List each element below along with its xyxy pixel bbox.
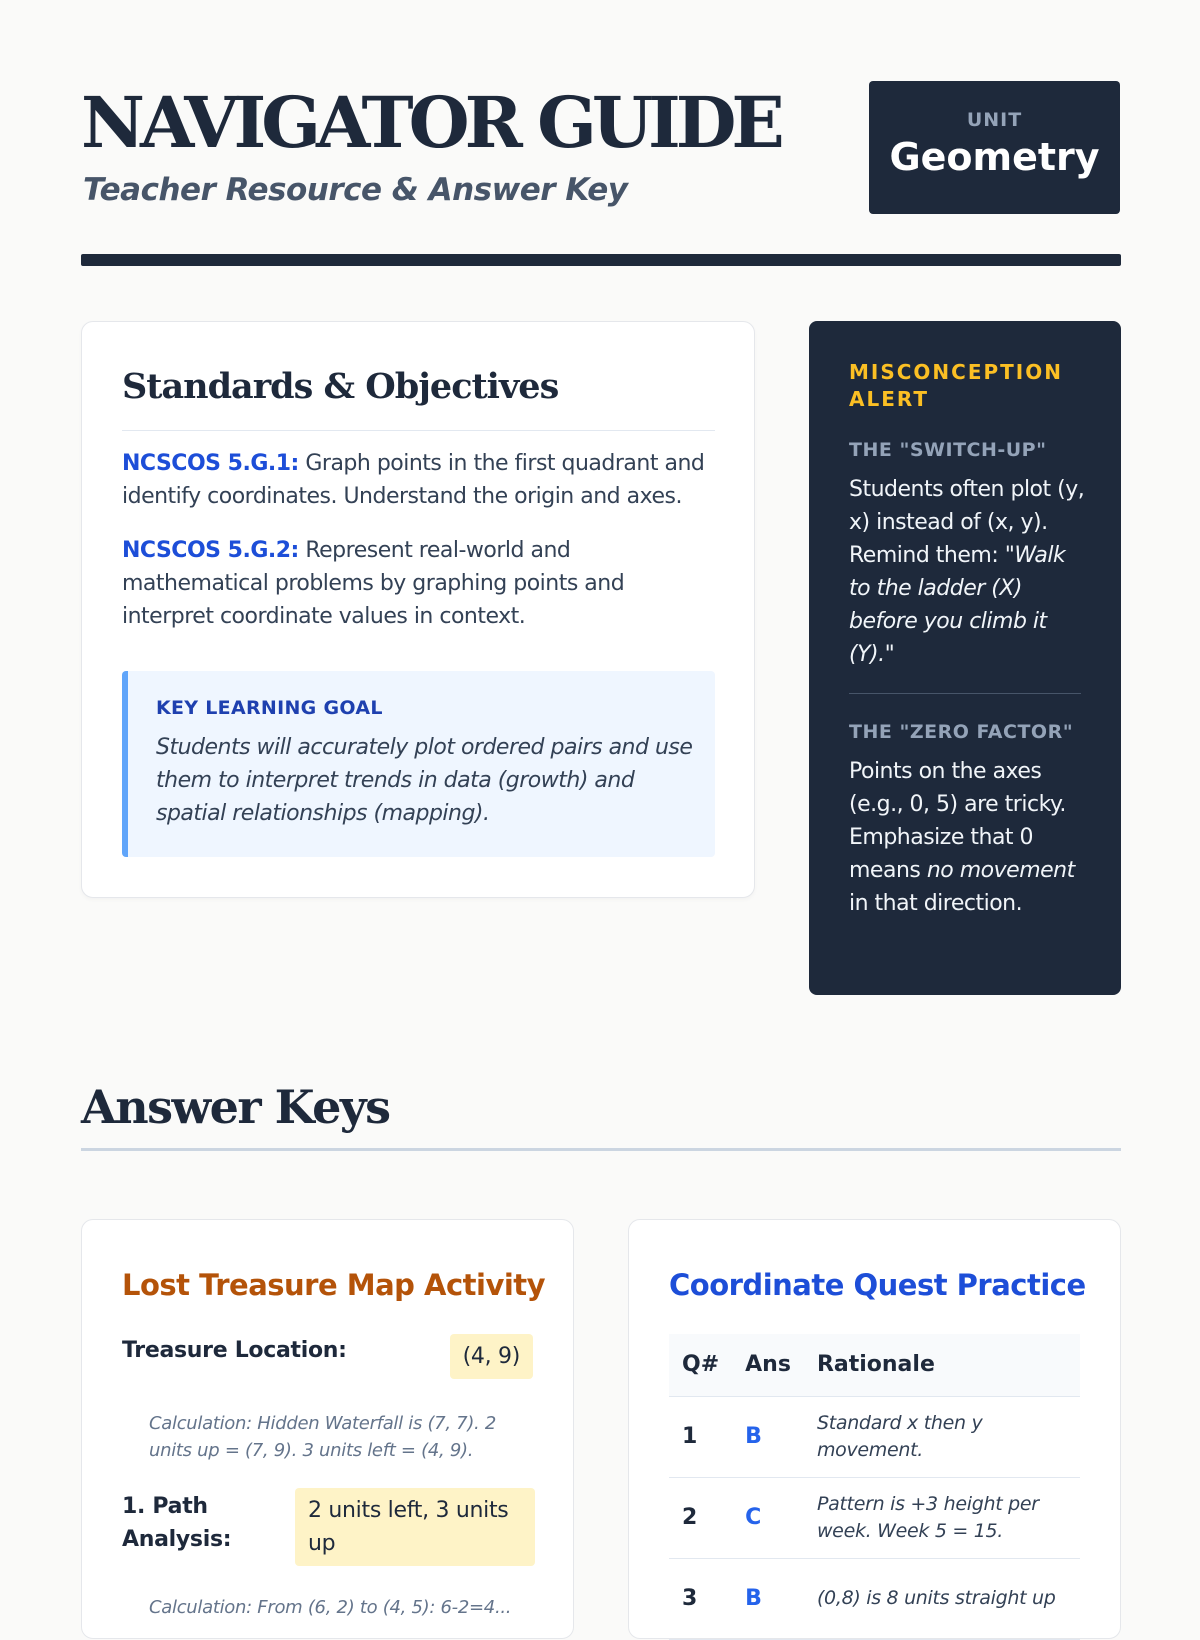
standard-text: Represent real-world and mathematical problems by graphing points and interpret coordinate values in context. [122,538,625,629]
path-analysis-value: 2 units left, 3 units up [295,1488,535,1566]
table-header-row [669,1334,1080,1396]
standard-code: NCSCOS 5.G.2: [122,538,299,563]
table-row [669,1477,1080,1558]
question-answer: C [732,1477,804,1558]
standard-text: Graph points in the first quadrant and identify coordinates. Understand the origin and axes. [122,451,705,509]
page-title: NAVIGATOR GUIDE [81,81,780,164]
goal-label: KEY LEARNING GOAL [156,697,383,719]
goal-text: Students will accurately plot ordered pairs and use them to interpret trends in data (growth) and spatial relationships (mapping). [156,735,693,826]
standards-card [81,321,755,898]
zero-factor-title: THE "ZERO FACTOR" [849,721,1074,743]
switch-up-title: THE "SWITCH-UP" [849,439,1047,461]
unit-label: UNIT [966,109,1023,131]
table-row [669,1558,1080,1639]
standard-item [122,534,722,633]
page-subtitle: Teacher Resource & Answer Key [83,172,628,208]
switch-up-text [849,473,1089,671]
switch-up-body: Students often plot (y, x) instead of (x, y). Remind them: [849,477,1085,568]
treasure-location-value: (4, 9) [450,1334,533,1379]
treasure-location-label: Treasure Location: [122,1338,347,1363]
alert-divider [849,693,1081,694]
question-answer: B [732,1558,804,1639]
quest-answer-table [669,1334,1080,1640]
treasure-location-calc: Calculation: Hidden Waterfall is (7, 7). 2 units up = (7, 9). 3 units left = (4, 9). [149,1413,497,1461]
zero-factor-emphasis: no movement [926,858,1075,883]
question-number: 3 [669,1558,732,1639]
answer-keys-divider [81,1148,1121,1151]
learning-goal-callout [122,671,715,857]
switch-up-quote: "Walk to the ladder (X) before you climb it (Y)." [849,543,1066,667]
quest-card-title: Coordinate Quest Practice [669,1268,1086,1302]
column-header: Ans [732,1334,804,1396]
standard-code: NCSCOS 5.G.1: [122,451,299,476]
zero-factor-body: Points on the axes (e.g., 0, 5) are tricky. Emphasize that 0 means [849,759,1066,883]
column-header: Q# [669,1334,732,1396]
treasure-map-card [81,1219,574,1639]
column-header: Rationale [804,1334,1080,1396]
question-rationale: Pattern is +3 height per week. Week 5 = 15. [804,1477,1080,1558]
treasure-card-title: Lost Treasure Map Activity [122,1268,546,1302]
question-number: 2 [669,1477,732,1558]
question-rationale: (0,8) is 8 units straight up [804,1558,1080,1639]
zero-factor-text [849,755,1089,920]
standard-item [122,447,722,513]
question-answer: B [732,1396,804,1477]
path-analysis-label: 1. Path Analysis: [122,1494,232,1552]
path-analysis-calc: Calculation: From (6, 2) to (4, 5): 6-2=4... [149,1597,512,1618]
table-row [669,1396,1080,1477]
coordinate-quest-card [628,1219,1121,1639]
zero-factor-tail: in that direction. [849,891,1023,916]
misconception-alert [809,321,1121,995]
alert-title: MISCONCEPTION ALERT [849,360,1063,411]
unit-badge [869,81,1120,214]
question-number: 1 [669,1396,732,1477]
page-header [81,80,1121,266]
standards-title: Standards & Objectives [122,366,559,407]
header-divider [81,254,1121,266]
standards-divider [122,430,715,431]
unit-value: Geometry [889,135,1100,179]
answer-keys-title: Answer Keys [81,1080,390,1134]
question-rationale: Standard x then y movement. [804,1396,1080,1477]
